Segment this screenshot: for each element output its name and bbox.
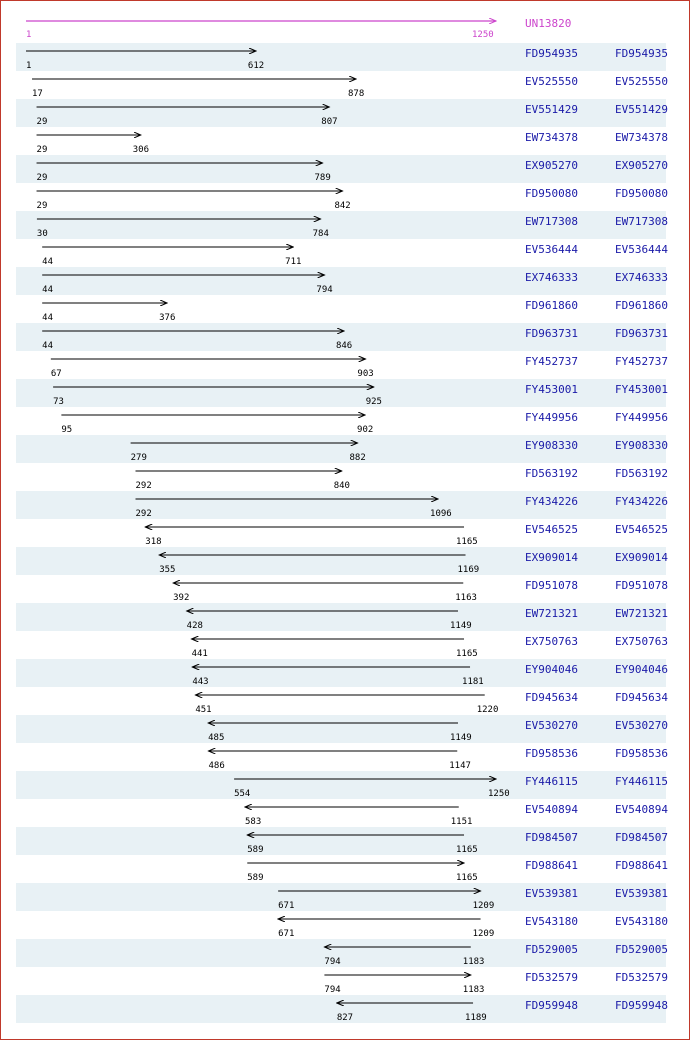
alignment-end-label: 840 [333,481,350,491]
alignment-start-label: 73 [53,397,64,407]
accession-link-secondary[interactable]: EV551429 [615,103,668,116]
alignment-end-label: 1165 [456,873,478,883]
alignment-end-label: 1165 [456,845,478,855]
alignment-start-label: 355 [159,565,176,575]
accession-link[interactable]: FY434226 [525,495,578,508]
alignment-start-label: 29 [36,201,48,211]
alignment-start-label: 589 [247,845,264,855]
alignment-end-label: 878 [348,89,365,99]
accession-link[interactable]: FY452737 [525,355,578,368]
accession-link-secondary[interactable]: FD532579 [615,971,668,984]
accession-link[interactable]: EX746333 [525,271,578,284]
accession-link[interactable]: EV539381 [525,887,578,900]
alignment-end-label: 306 [132,145,150,155]
accession-link-secondary[interactable]: EW717308 [615,215,668,228]
accession-link[interactable]: EV551429 [525,103,578,116]
reference-start-label: 1 [26,30,32,40]
accession-link-secondary[interactable]: FY453001 [615,383,668,396]
alignment-start-label: 1 [26,61,32,71]
alignment-end-label: 711 [285,257,302,267]
alignment-start-label: 392 [173,593,190,603]
reference-id-label: UN13820 [525,17,572,30]
accession-link-secondary[interactable]: EX905270 [615,159,668,172]
accession-link[interactable]: FD563192 [525,467,578,480]
accession-link[interactable]: FD529005 [525,943,578,956]
accession-link-secondary[interactable]: EW721321 [615,607,668,620]
accession-link-secondary[interactable]: FD958536 [615,747,668,760]
accession-link[interactable]: FD951078 [525,579,578,592]
accession-link[interactable]: EV536444 [525,243,578,256]
alignment-end-label: 1149 [449,733,472,743]
accession-link-secondary[interactable]: EY904046 [615,663,668,676]
accession-link[interactable]: EV530270 [525,719,578,732]
alignment-start-label: 443 [192,677,209,687]
alignment-start-label: 44 [42,313,54,323]
accession-link-secondary[interactable]: EX909014 [615,551,668,564]
accession-link[interactable]: FD984507 [525,831,578,844]
alignment-end-label: 1181 [462,677,484,687]
accession-link[interactable]: EY904046 [525,663,578,676]
accession-link[interactable]: EX750763 [525,635,578,648]
alignment-end-label: 1220 [476,705,499,715]
accession-link[interactable]: FD958536 [525,747,578,760]
alignment-start-label: 486 [208,761,225,771]
accession-link-secondary[interactable]: FY434226 [615,495,668,508]
alignment-end-label: 1209 [472,901,495,911]
alignment-end-label: 842 [334,201,351,211]
accession-link-secondary[interactable]: EV543180 [615,915,668,928]
accession-link[interactable]: EX905270 [525,159,578,172]
alignment-end-label: 1183 [462,985,485,995]
accession-link-secondary[interactable]: FD988641 [615,859,668,872]
accession-link-secondary[interactable]: FD961860 [615,299,668,312]
alignment-start-label: 794 [324,985,341,995]
alignment-end-label: 789 [314,173,331,183]
alignment-start-label: 671 [278,901,295,911]
accession-link-secondary[interactable]: EV539381 [615,887,668,900]
accession-link[interactable]: FY453001 [525,383,578,396]
alignment-end-label: 1250 [488,789,510,799]
accession-link[interactable]: FY446115 [525,775,578,788]
accession-link[interactable]: EY908330 [525,439,578,452]
alignment-end-label: 846 [335,341,353,351]
accession-link[interactable]: FD950080 [525,187,578,200]
alignment-end-label: 882 [349,453,366,463]
alignment-start-label: 451 [195,705,212,715]
alignment-start-label: 29 [36,117,48,127]
alignment-start-label: 485 [208,733,225,743]
alignment-end-label: 902 [357,425,374,435]
accession-link-secondary[interactable]: FD950080 [615,187,668,200]
accession-link[interactable]: EV525550 [525,75,578,88]
accession-link[interactable]: FD954935 [525,47,578,60]
alignment-start-label: 29 [36,145,48,155]
accession-link-secondary[interactable]: EV540894 [615,803,668,816]
alignment-end-label: 794 [316,285,333,295]
alignment-end-label: 807 [321,117,338,127]
accession-link[interactable]: FD945634 [525,691,578,704]
alignment-start-label: 583 [245,817,262,827]
accession-link-secondary[interactable]: FD963731 [615,327,668,340]
accession-link[interactable]: EX909014 [525,551,578,564]
accession-link-secondary[interactable]: FD984507 [615,831,668,844]
accession-link[interactable]: EV540894 [525,803,578,816]
accession-link[interactable]: FD532579 [525,971,578,984]
alignment-end-label: 1149 [449,621,472,631]
alignment-start-label: 671 [278,929,295,939]
alignment-start-label: 794 [324,957,341,967]
accession-link-secondary[interactable]: FD954935 [615,47,668,60]
accession-link-secondary[interactable]: FD951078 [615,579,668,592]
accession-link-secondary[interactable]: FY452737 [615,355,668,368]
accession-link[interactable]: FD988641 [525,859,578,872]
alignment-start-label: 44 [42,341,54,351]
accession-link-secondary[interactable]: FD959948 [615,999,668,1012]
alignment-start-label: 30 [36,229,48,239]
accession-link-secondary[interactable]: EV536444 [615,243,668,256]
alignment-start-label: 554 [234,789,251,799]
alignment-start-label: 441 [191,649,208,659]
alignment-start-label: 44 [42,257,54,267]
accession-link[interactable]: EW721321 [525,607,578,620]
alignment-start-label: 318 [145,537,162,547]
alignment-end-label: 784 [312,229,329,239]
accession-link[interactable]: EV543180 [525,915,578,928]
alignment-start-label: 428 [186,621,203,631]
accession-link-secondary[interactable]: EX746333 [615,271,668,284]
alignment-start-label: 589 [247,873,264,883]
accession-link-secondary[interactable]: EV525550 [615,75,668,88]
accession-link-secondary[interactable]: EX750763 [615,635,668,648]
accession-link[interactable]: EW717308 [525,215,578,228]
accession-link-secondary[interactable]: FY449956 [615,411,668,424]
alignment-start-label: 44 [42,285,54,295]
alignment-end-label: 925 [365,397,382,407]
alignment-start-label: 29 [36,173,48,183]
reference-end-label: 1250 [472,30,494,40]
alignment-end-label: 1165 [456,537,478,547]
alignment-start-label: 827 [336,1013,354,1023]
alignment-end-label: 1096 [430,509,452,519]
accession-link-secondary[interactable]: FD945634 [615,691,668,704]
accession-link[interactable]: EW734378 [525,131,578,144]
accession-link-secondary[interactable]: EW734378 [615,131,668,144]
alignment-end-label: 1209 [472,929,495,939]
alignment-start-label: 292 [135,481,152,491]
alignment-end-label: 1147 [449,761,471,771]
alignment-end-label: 1169 [457,565,480,575]
alignment-diagram [1,1,689,1039]
accession-link-secondary[interactable]: EY908330 [615,439,668,452]
accession-link[interactable]: FD961860 [525,299,578,312]
alignment-start-label: 67 [50,369,62,379]
accession-link[interactable]: FY449956 [525,411,578,424]
alignment-end-label: 903 [357,369,374,379]
alignment-end-label: 1165 [456,649,478,659]
accession-link-secondary[interactable]: FD563192 [615,467,668,480]
accession-link-secondary[interactable]: FD529005 [615,943,668,956]
accession-link[interactable]: FD959948 [525,999,578,1012]
alignment-end-label: 612 [247,61,265,71]
alignment-end-label: 1151 [450,817,473,827]
accession-link[interactable]: FD963731 [525,327,578,340]
alignment-end-label: 376 [159,313,176,323]
alignment-end-label: 1183 [462,957,485,967]
alignment-end-label: 1163 [455,593,477,603]
accession-link-secondary[interactable]: FY446115 [615,775,668,788]
accession-link-secondary[interactable]: EV546525 [615,523,668,536]
alignment-start-label: 292 [135,509,152,519]
alignment-start-label: 279 [130,453,147,463]
accession-link-secondary[interactable]: EV530270 [615,719,668,732]
alignment-start-label: 95 [61,425,73,435]
alignment-start-label: 17 [32,89,43,99]
alignment-end-label: 1189 [465,1013,487,1023]
accession-link[interactable]: EV546525 [525,523,578,536]
